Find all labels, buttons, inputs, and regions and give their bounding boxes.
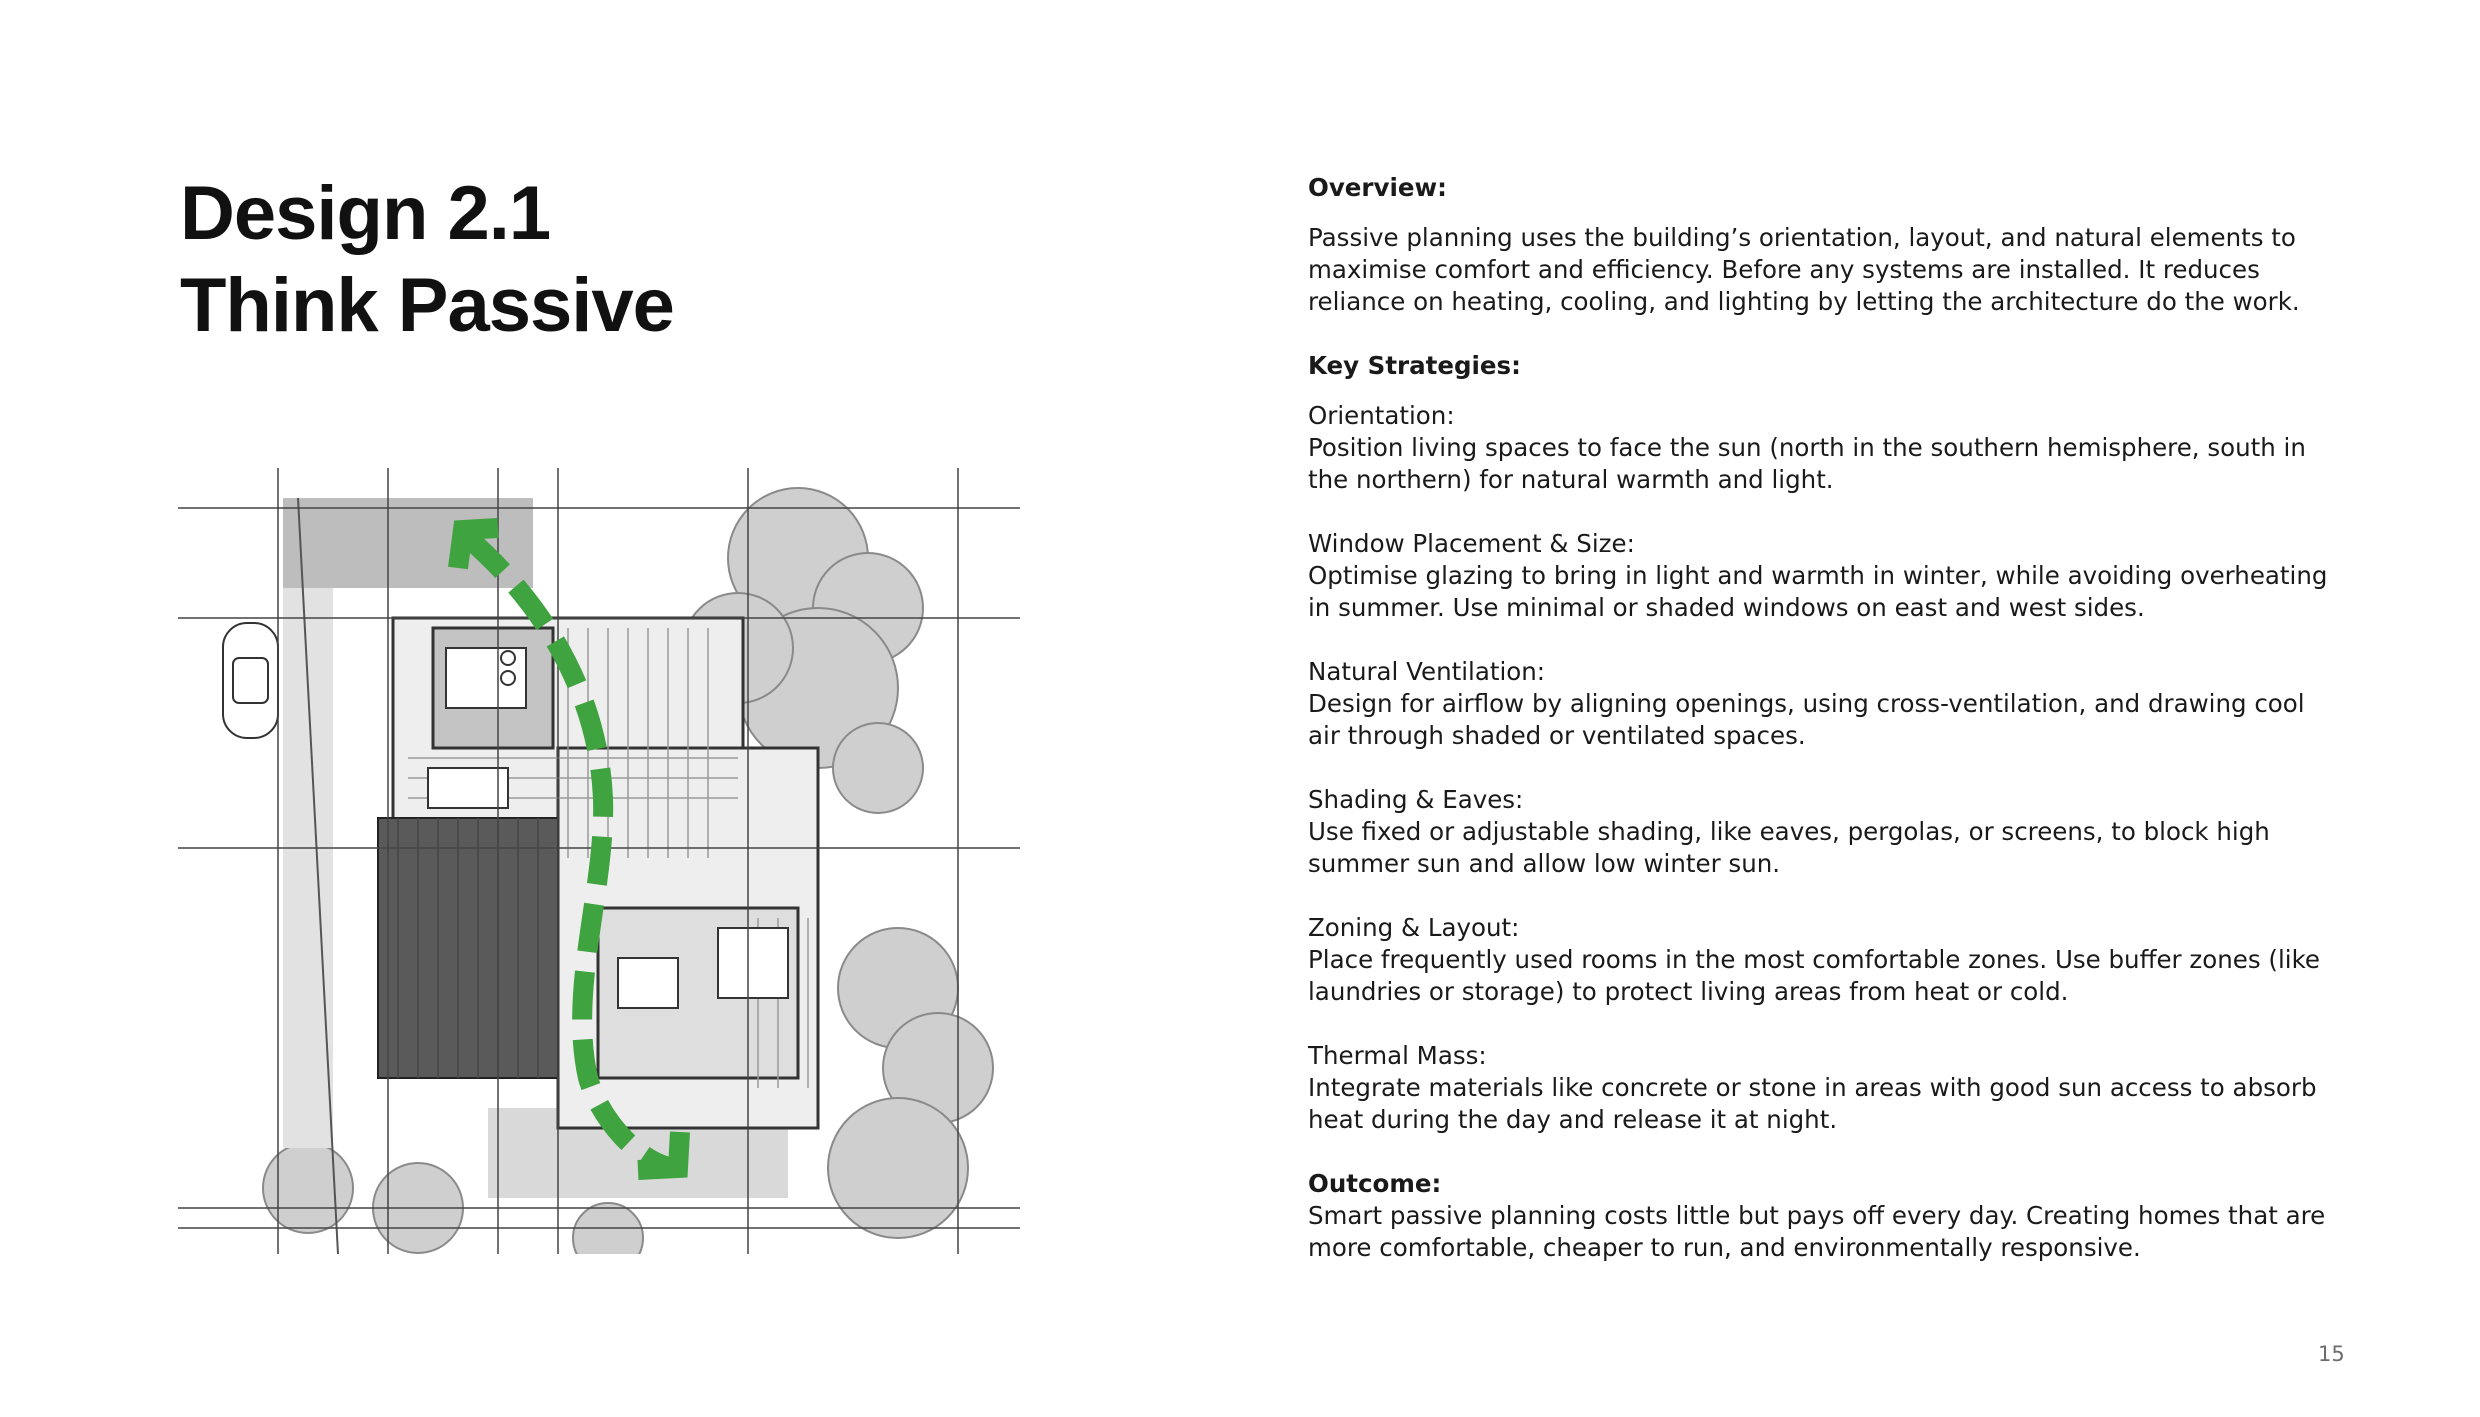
strategy-label: Thermal Mass: — [1308, 1041, 1487, 1070]
strategies-heading: Key Strategies: — [1308, 351, 1521, 380]
outcome-body: Smart passive planning costs little but pays off every day. Creating homes that are more comfortable, cheaper to run, and environmentally responsive. — [1308, 1201, 2326, 1262]
content-column — [1308, 172, 2338, 1264]
overview-body: Passive planning uses the building’s orientation, layout, and natural elements to maximise comfort and efficiency. Before any systems are installed. It reduces reliance on heating, cooling, and lighting by letting the architecture do the work. — [1308, 223, 2300, 316]
strategy-text: Place frequently used rooms in the most comfortable zones. Use buffer zones (like laundries or storage) to protect living areas from heat or cold. — [1308, 945, 2320, 1006]
title-line-1: Design 2.1 — [180, 171, 551, 256]
strategy-label: Shading & Eaves: — [1308, 785, 1524, 814]
strategy-label: Window Placement & Size: — [1308, 529, 1635, 558]
strategy-text: Optimise glazing to bring in light and warmth in winter, while avoiding overheating in summer. Use minimal or shaded windows on east and west sides. — [1308, 561, 2328, 622]
strategy-label: Zoning & Layout: — [1308, 913, 1520, 942]
strategy-text: Design for airflow by aligning openings, using cross-ventilation, and drawing cool air through shaded or ventilated spaces. — [1308, 689, 2305, 750]
strategy-label: Orientation: — [1308, 401, 1455, 430]
title-line-2: Think Passive — [180, 263, 674, 348]
site-plan-drawing — [178, 468, 1020, 1254]
strategy-text: Integrate materials like concrete or stone in areas with good sun access to absorb heat during the day and release it at night. — [1308, 1073, 2317, 1134]
page-number: 15 — [2318, 1342, 2345, 1366]
strategy-text: Position living spaces to face the sun (north in the southern hemisphere, south in the northern) for natural warmth and light. — [1308, 433, 2306, 494]
overview-heading: Overview: — [1308, 173, 1447, 202]
car-icon — [223, 623, 278, 738]
outcome-heading: Outcome: — [1308, 1169, 1442, 1198]
strategy-text: Use fixed or adjustable shading, like eaves, pergolas, or screens, to block high summer sun and allow low winter sun. — [1308, 817, 2270, 878]
page-title — [180, 168, 674, 352]
roof-block — [378, 818, 558, 1078]
strategy-label: Natural Ventilation: — [1308, 657, 1546, 686]
